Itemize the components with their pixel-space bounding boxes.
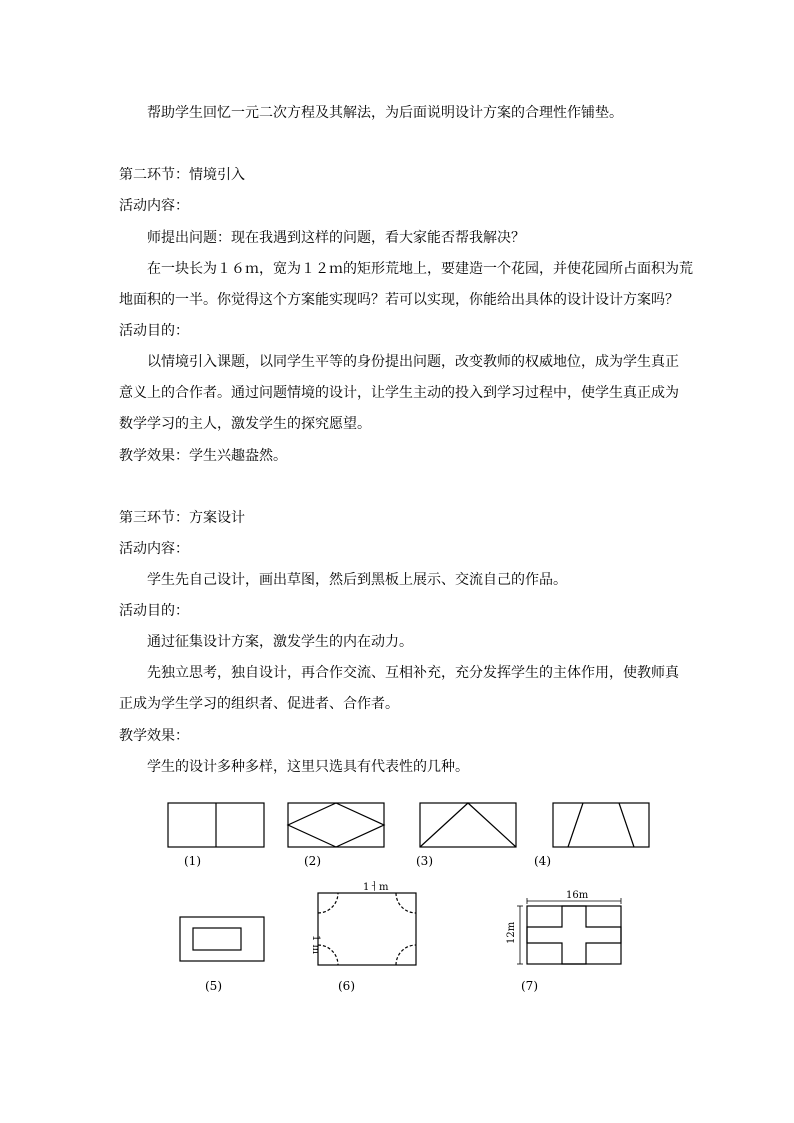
figure-7-caption: (7): [521, 979, 538, 993]
figure-6-top-label: 1ￆm: [363, 882, 389, 893]
label-teaching-effect: 教学效果：: [119, 728, 189, 744]
label-activity-content: 活动内容：: [119, 198, 189, 214]
paragraph: 师提出问题：现在我遇到这样的问题，看大家能否帮我解决？: [147, 230, 525, 246]
section-heading: 第二环节：情境引入: [119, 167, 245, 183]
figure-7-top-label: 16m: [566, 890, 589, 901]
paragraph: 学生的设计多种多样，这里只选具有代表性的几种。: [147, 759, 469, 775]
paragraph: 帮助学生回忆一元二次方程及其解法，为后面说明设计方案的合理性作铺垫。: [147, 105, 623, 121]
figure-5-caption: (5): [205, 979, 222, 993]
paragraph: 以情境引入课题，以同学生平等的身份提出问题，改变教师的权威地位，成为学生真正: [147, 354, 679, 370]
figure-4-caption: (4): [534, 854, 551, 868]
figure-6-side-label: 1 m: [310, 935, 321, 955]
figure-6-corner-quarter-circles: [318, 893, 416, 965]
paragraph-continuation: 数学学习的主人，激发学生的探究愿望。: [119, 416, 371, 432]
paragraph: 学生先自己设计，画出草图，然后到黑板上展示、交流自己的作品。: [147, 572, 567, 588]
figure-7-side-label: 12m: [506, 921, 517, 944]
figure-2-rhombus-rectangle: [288, 803, 384, 847]
paragraph: 通过征集设计方案，激发学生的内在动力。: [147, 634, 413, 650]
figure-1-split-rectangle: [168, 803, 264, 847]
paragraph-continuation: 意义上的合作者。通过问题情境的设计，让学生主动的投入到学习过程中，使学生真正成为: [119, 385, 679, 401]
figure-6-caption: (6): [338, 979, 355, 993]
figure-7-cross-path-rectangle: [517, 898, 621, 964]
figure-3-triangle-rectangle: [420, 803, 516, 847]
paragraph: 先独立思考，独自设计，再合作交流、互相补充，充分发挥学生的主体作用，使教师真: [147, 665, 679, 681]
label-activity-goal: 活动目的：: [119, 603, 189, 619]
label-activity-content: 活动内容：: [119, 541, 189, 557]
paragraph-continuation: 正成为学生学习的组织者、促进者、合作者。: [119, 696, 399, 712]
paragraph: 在一块长为１６ｍ，宽为１２ｍ的矩形荒地上，要建造一个花园，并使花园所占面积为荒: [147, 261, 693, 277]
section-heading: 第三环节：方案设计: [119, 510, 245, 526]
teaching-effect: 教学效果：学生兴趣盎然。: [119, 448, 287, 464]
label-activity-goal: 活动目的：: [119, 323, 189, 339]
figure-1-caption: (1): [184, 854, 201, 868]
figure-2-caption: (2): [304, 854, 321, 868]
paragraph-continuation: 地面积的一半。你觉得这个方案能实现吗？若可以实现，你能给出具体的设计设计方案吗？: [119, 292, 679, 308]
figure-3-caption: (3): [416, 854, 433, 868]
figure-5-nested-rectangles: [180, 917, 264, 961]
figure-4-trapezoid-rectangle: [553, 803, 649, 847]
